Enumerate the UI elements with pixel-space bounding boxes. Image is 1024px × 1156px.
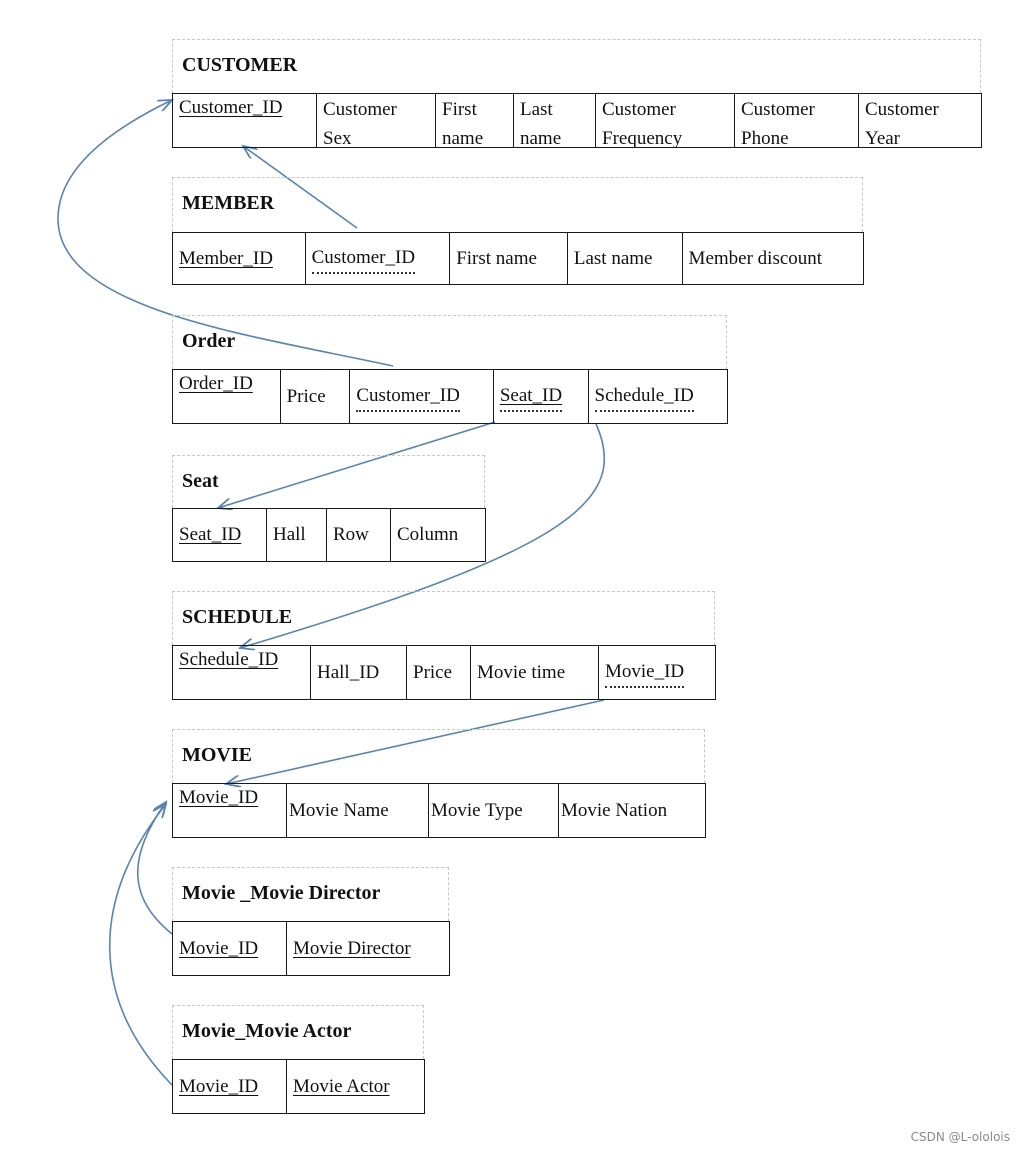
movie-director-cell [287, 922, 449, 975]
seat-cell: Column [397, 524, 459, 545]
arrow-director-to-movie [138, 802, 172, 934]
schedule-cell: Price [407, 646, 471, 699]
watermark: CSDN @L-ololois [910, 1130, 1010, 1144]
customer-title: CUSTOMER [182, 54, 298, 76]
schedule-cell: Hall_ID [311, 646, 407, 699]
member-id-pk: Member_ID [179, 247, 273, 269]
member-columns [172, 232, 864, 285]
movie-director-columns [172, 921, 450, 976]
member-cell: First name [450, 233, 568, 284]
movie-director-movie-id-pk: Movie_ID [179, 937, 259, 959]
customer-columns [172, 93, 982, 148]
customer-title-box [172, 39, 981, 93]
schedule-title: SCHEDULE [182, 606, 293, 628]
member-cell [173, 233, 306, 284]
schedule-cell [173, 646, 311, 699]
schedule-title-box [172, 591, 715, 645]
customer-cell: Customer Sex [317, 94, 436, 147]
movie-director-cell [173, 922, 287, 975]
movie-cell [173, 784, 287, 837]
movie-actor-name-pk: Movie Actor [293, 1075, 390, 1097]
arrow-actor-to-movie [110, 804, 172, 1085]
movie-cell: Movie Type [429, 784, 559, 837]
seat-cell [173, 509, 267, 561]
customer-cell [173, 94, 317, 147]
movie-columns [172, 783, 706, 838]
order-id-pk: Order_ID [179, 373, 253, 394]
schedule-cell: Movie time [471, 646, 599, 699]
order-cell [589, 370, 727, 423]
seat-title-box [172, 455, 485, 508]
movie-title-box [172, 729, 705, 783]
order-cell [494, 370, 589, 423]
member-title-box [172, 177, 863, 232]
customer-id-pk: Customer_ID [179, 97, 283, 118]
seat-cell: Row [327, 509, 391, 561]
member-cell [306, 233, 451, 284]
movie-actor-columns [172, 1059, 425, 1114]
movie-actor-title-box [172, 1005, 424, 1059]
schedule-id-pk: Schedule_ID [179, 649, 279, 670]
seat-title: Seat [182, 470, 219, 492]
member-cell: Last name [568, 233, 683, 284]
order-customer-id-fk: Customer_ID [356, 382, 459, 412]
schedule-columns [172, 645, 716, 700]
order-title: Order [182, 330, 236, 352]
member-customer-id-fk: Customer_ID [312, 244, 415, 274]
movie-title: MOVIE [182, 744, 252, 766]
movie-director-title: Movie _Movie Director [182, 882, 381, 904]
customer-cell: First name [436, 94, 514, 147]
movie-actor-cell [173, 1060, 287, 1113]
movie-director-name-pk: Movie Director [293, 937, 411, 959]
movie-actor-movie-id-pk: Movie_ID [179, 1075, 259, 1097]
seat-columns [172, 508, 486, 562]
order-cell: Price [281, 370, 351, 423]
order-cell [173, 370, 281, 423]
order-cell [350, 370, 493, 423]
customer-cell: Customer Frequency [596, 94, 735, 147]
customer-cell: Customer Phone [735, 94, 859, 147]
movie-id-pk: Movie_ID [179, 787, 259, 808]
order-title-box [172, 315, 727, 369]
movie-director-title-box [172, 867, 449, 921]
seat-cell: Hall [267, 509, 327, 561]
schedule-movie-id-fk: Movie_ID [605, 658, 684, 688]
movie-actor-cell [287, 1060, 424, 1113]
order-schedule-id-fk: Schedule_ID [595, 382, 694, 412]
seat-id-pk: Seat_ID [179, 524, 242, 545]
member-cell: Member discount [688, 247, 823, 269]
movie-cell: Movie Name [287, 784, 429, 837]
movie-actor-title: Movie_Movie Actor [182, 1020, 352, 1042]
movie-cell: Movie Nation [561, 799, 668, 821]
order-seat-id-fk: Seat_ID [500, 382, 562, 412]
member-title: MEMBER [182, 192, 275, 214]
customer-cell: Last name [514, 94, 596, 147]
schedule-cell [599, 646, 715, 699]
customer-cell: Customer Year [865, 99, 939, 147]
order-columns [172, 369, 728, 424]
